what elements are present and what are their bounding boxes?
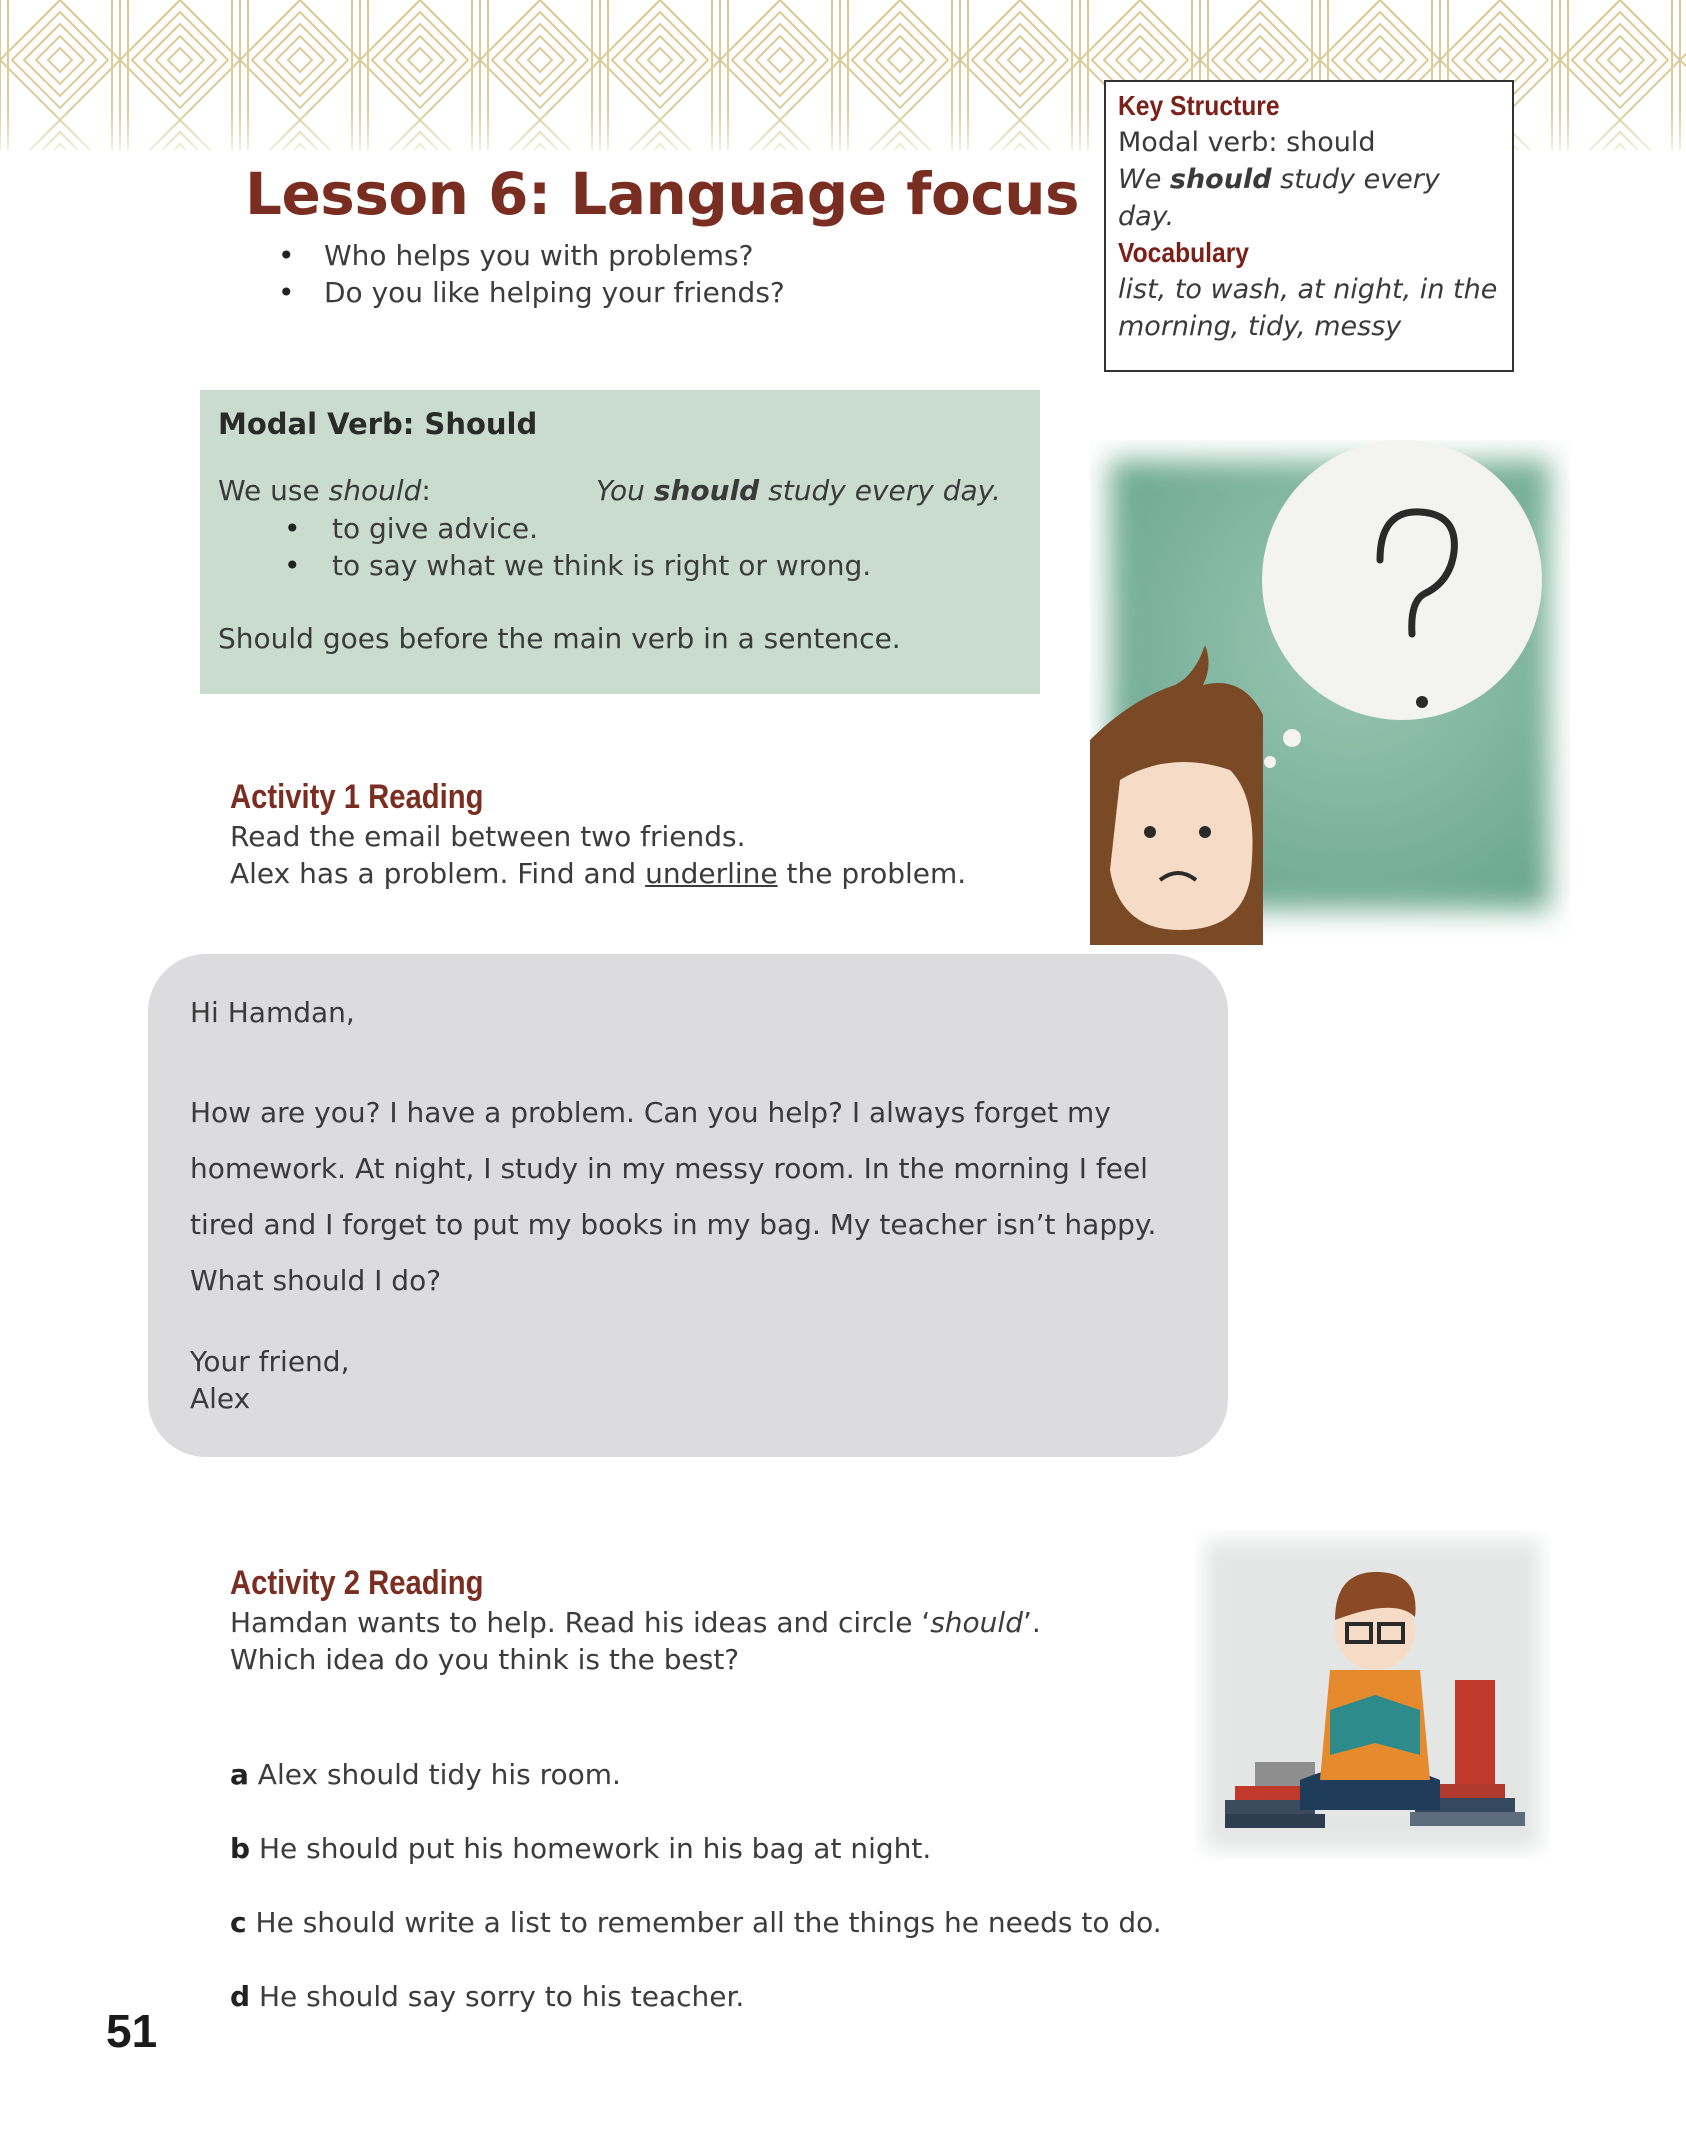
email-signature: Alex <box>190 1382 251 1415</box>
intro-questions-list <box>278 237 785 311</box>
question-item: • Who helps you with problems? <box>278 237 785 274</box>
use-item: • to give advice. <box>284 510 1022 547</box>
underlined-word: underline <box>645 857 778 890</box>
instruction-italic-word: should <box>930 1606 1023 1639</box>
key-structure-box <box>1104 80 1514 372</box>
modal-verb-box <box>200 390 1040 694</box>
use-item: • to say what we think is right or wrong. <box>284 547 1022 584</box>
reading-boy-illustration <box>1195 1530 1550 1860</box>
page-number: 51 <box>106 2005 158 2057</box>
option-b <box>230 1830 931 1867</box>
example-text: We <box>1118 164 1170 195</box>
modal-uses-row <box>218 472 1022 510</box>
example-text: study every day. <box>759 474 1001 507</box>
lesson-title: Lesson 6: Language focus <box>245 160 1080 228</box>
vocabulary-line: list, to wash, at night, in the <box>1118 274 1498 305</box>
option-text: He should say sorry to his teacher. <box>250 1980 745 2013</box>
vocabulary-line: morning, tidy, messy <box>1118 311 1402 342</box>
uses-text: We use <box>218 474 329 507</box>
activity-1-instruction-2 <box>230 855 966 892</box>
modal-verb-heading: Modal Verb: Should <box>218 407 538 441</box>
instruction-text: Alex has a problem. Find and <box>230 857 646 890</box>
option-d <box>230 1978 744 2015</box>
example-text: study every <box>1271 164 1440 195</box>
email-body-line: How are you? I have a problem. Can you help? I always forget my <box>190 1096 1111 1129</box>
confused-boy-illustration <box>1090 440 1570 950</box>
question-item: • Do you like helping your friends? <box>278 274 785 311</box>
option-c <box>230 1904 1162 1941</box>
option-a <box>230 1756 621 1793</box>
activity-2-question: Which idea do you think is the best? <box>230 1643 740 1676</box>
option-letter: b <box>230 1832 251 1865</box>
instruction-text: Hamdan wants to help. Read his ideas and circle ‘ <box>230 1606 931 1639</box>
option-text: He should put his homework in his bag at night. <box>250 1832 932 1865</box>
option-letter: d <box>230 1980 251 2013</box>
option-letter: a <box>230 1758 249 1791</box>
activity-1-instruction: Read the email between two friends. <box>230 820 746 853</box>
uses-italic-word: should <box>328 474 422 507</box>
uses-intro <box>218 474 431 507</box>
modal-example <box>596 472 1001 510</box>
email-body-line: homework. At night, I study in my messy room. In the morning I feel <box>190 1152 1148 1185</box>
email-body-line: tired and I forget to put my books in my bag. My teacher isn’t happy. <box>190 1208 1157 1241</box>
example-bold-word: should <box>1169 164 1272 195</box>
activity-1 <box>230 776 966 892</box>
key-structure-example <box>1118 161 1500 198</box>
email-body-line: What should I do? <box>190 1264 442 1297</box>
option-letter: c <box>230 1906 247 1939</box>
vocabulary-heading: Vocabulary <box>1118 237 1250 268</box>
modal-rule: Should goes before the main verb in a sentence. <box>218 622 901 655</box>
key-structure-example-end: day. <box>1118 201 1175 232</box>
activity-2-instruction <box>230 1604 1041 1641</box>
email-card <box>148 954 1228 1457</box>
option-text: He should write a list to remember all the things he needs to do. <box>246 1906 1162 1939</box>
example-text: You <box>596 474 654 507</box>
uses-text: : <box>421 474 431 507</box>
activity-2-title: Activity 2 Reading <box>230 1564 484 1602</box>
activity-1-title: Activity 1 Reading <box>230 778 484 816</box>
modal-uses-list <box>284 510 1022 584</box>
instruction-text: ’. <box>1022 1606 1041 1639</box>
example-bold-word: should <box>653 474 760 507</box>
key-structure-heading: Key Structure <box>1118 90 1280 121</box>
option-text: Alex should tidy his room. <box>248 1758 621 1791</box>
activity-2 <box>230 1562 1041 1678</box>
instruction-text: the problem. <box>777 857 967 890</box>
key-structure-line: Modal verb: should <box>1118 127 1376 158</box>
email-greeting: Hi Hamdan, <box>190 996 355 1029</box>
email-signoff: Your friend, <box>190 1345 350 1378</box>
